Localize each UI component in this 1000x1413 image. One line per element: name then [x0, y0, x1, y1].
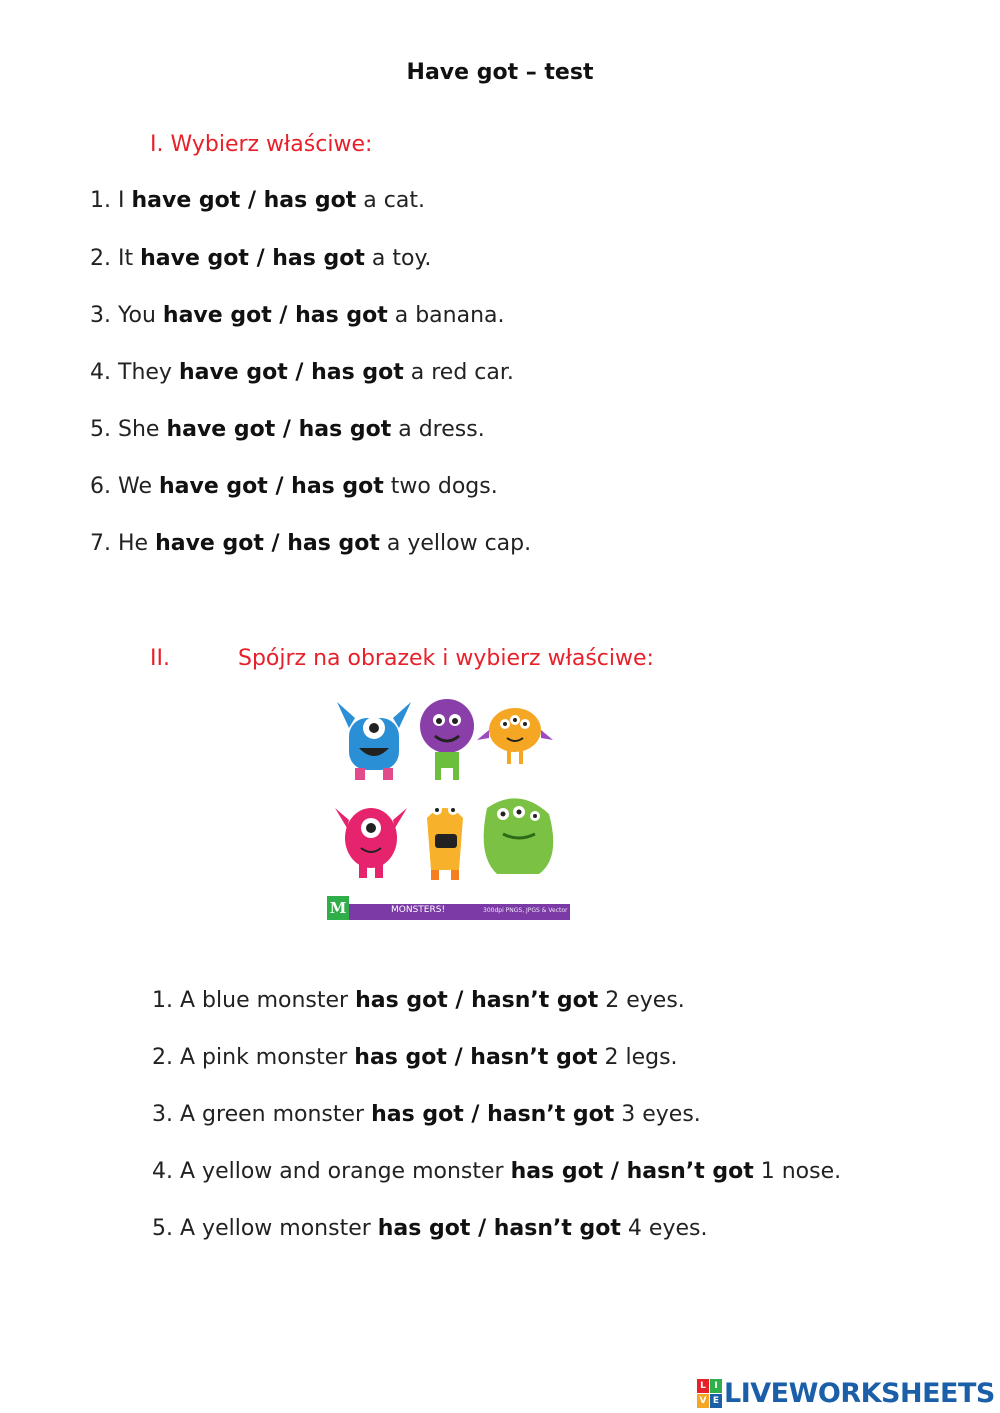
- answer-choice[interactable]: has got / hasn’t got: [510, 1159, 754, 1184]
- list-item: 4. A yellow and orange monster has got / hasn’t got 1 nose.: [152, 1159, 842, 1184]
- monsters-image: [327, 688, 572, 923]
- list-item: 3. You have got / has got a banana.: [90, 303, 505, 328]
- section-2-heading: II. Spójrz na obrazek i wybierz właściwe:: [150, 646, 654, 671]
- blue-monster: [337, 702, 411, 780]
- answer-choice[interactable]: has got / hasn’t got: [354, 1045, 598, 1070]
- list-item: 2. It have got / has got a toy.: [90, 246, 432, 271]
- list-item: 4. They have got / has got a red car.: [90, 360, 514, 385]
- green-monster: [484, 798, 554, 874]
- answer-choice[interactable]: have got / has got: [178, 360, 404, 385]
- monsters-illustration: [327, 688, 572, 903]
- answer-choice[interactable]: have got / has got: [140, 246, 365, 271]
- banner-title: MONSTERS!: [391, 905, 446, 915]
- answer-choice[interactable]: has got / hasn’t got: [371, 1102, 615, 1127]
- answer-choice[interactable]: has got / hasn’t got: [377, 1216, 621, 1241]
- answer-choice[interactable]: have got / has got: [166, 417, 392, 442]
- banner-caption: 300dpi PNGS, JPGS & Vector: [483, 907, 568, 914]
- answer-choice[interactable]: has got / hasn’t got: [355, 988, 599, 1013]
- orange-monster: [477, 708, 553, 764]
- pink-monster: [335, 808, 407, 878]
- purple-monster: [420, 699, 474, 780]
- logo-wordmark: LIVEWORKSHEETS: [724, 1377, 995, 1409]
- answer-choice[interactable]: have got / has got: [131, 188, 357, 213]
- liveworksheets-logo[interactable]: [697, 1375, 995, 1411]
- answer-choice[interactable]: have got / has got: [155, 531, 380, 556]
- logo-badge: L I V E: [697, 1379, 721, 1407]
- list-item: 1. I have got / has got a cat.: [90, 188, 425, 213]
- list-item: 3. A green monster has got / hasn’t got 3 eyes.: [152, 1102, 701, 1127]
- list-item: 2. A pink monster has got / hasn’t got 2 legs.: [152, 1045, 678, 1070]
- list-item: 6. We have got / has got two dogs.: [90, 474, 498, 499]
- answer-choice[interactable]: have got / has got: [162, 303, 388, 328]
- yellow-orange-monster: [427, 805, 463, 880]
- answer-choice[interactable]: have got / has got: [159, 474, 384, 499]
- list-item: 5. A yellow monster has got / hasn’t got 4 eyes.: [152, 1216, 708, 1241]
- banner-logo: M: [327, 896, 349, 920]
- list-item: 1. A blue monster has got / hasn’t got 2 eyes.: [152, 988, 685, 1013]
- list-item: 5. She have got / has got a dress.: [90, 417, 485, 442]
- list-item: 7. He have got / has got a yellow cap.: [90, 531, 532, 556]
- page-title: Have got – test: [406, 60, 594, 85]
- image-banner: [327, 899, 570, 920]
- section-1-heading: I. Wybierz właściwe:: [150, 132, 373, 157]
